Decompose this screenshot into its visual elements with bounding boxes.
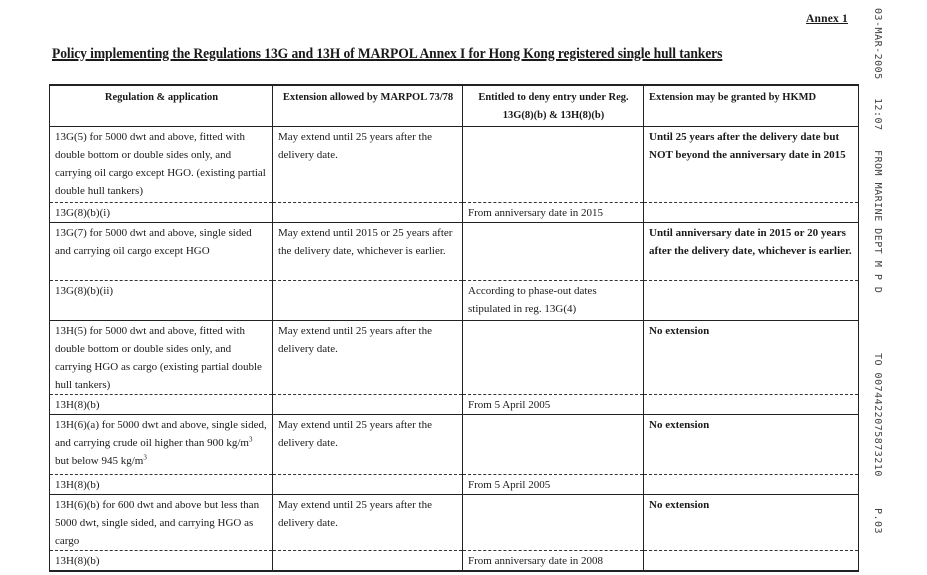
policy-table (49, 84, 859, 572)
cell-marpol-extension: May extend until 25 years after the delivery date. (273, 321, 463, 395)
cell-hkmd-extension: No extension (644, 415, 859, 475)
fax-page: P.03 (872, 508, 883, 535)
cell-regulation: 13G(7) for 5000 dwt and above, single sided and carrying oil cargo except HGO (50, 223, 273, 281)
cell-regulation: 13H(8)(b) (50, 475, 273, 495)
cell-regulation: 13H(6)(b) for 600 dwt and above but less than 5000 dwt, single sided, and carrying HGO as cargo (50, 495, 273, 551)
cell-hkmd-extension (644, 203, 859, 223)
table-row (50, 127, 859, 203)
cell-marpol-extension (273, 395, 463, 415)
header-hkmd-extension: Extension may be granted by HKMD (644, 85, 859, 127)
cell-hkmd-extension (644, 551, 859, 572)
table-row (50, 281, 859, 321)
table-row (50, 321, 859, 395)
header-marpol-extension: Extension allowed by MARPOL 73/78 (273, 85, 463, 127)
superscript: 3 (143, 453, 147, 462)
fax-from: FROM MARINE DEPT M P D (872, 150, 883, 294)
fax-time: 12:07 (872, 98, 883, 131)
cell-hkmd-extension: No extension (644, 321, 859, 395)
cell-marpol-extension: May extend until 25 years after the delivery date. (273, 495, 463, 551)
cell-regulation: 13H(8)(b) (50, 551, 273, 572)
cell-regulation: 13H(8)(b) (50, 395, 273, 415)
cell-hkmd-extension: Until anniversary date in 2015 or 20 years after the delivery date, whichever is earlier. (644, 223, 859, 281)
table-row (50, 203, 859, 223)
cell-regulation (50, 415, 273, 475)
annex-label: Annex 1 (806, 13, 848, 25)
cell-hkmd-extension: No extension (644, 495, 859, 551)
table-row (50, 395, 859, 415)
cell-hkmd-extension (644, 475, 859, 495)
cell-regulation: 13G(5) for 5000 dwt and above, fitted with double bottom or double sides only, and carrying oil cargo except HGO. (existing partial double hull tankers) (50, 127, 273, 203)
header-deny-entry: Entitled to deny entry under Reg. 13G(8)(b) & 13H(8)(b) (463, 85, 644, 127)
cell-deny-entry (463, 223, 644, 281)
table-row (50, 223, 859, 281)
cell-deny-entry: From anniversary date in 2015 (463, 203, 644, 223)
superscript: 3 (248, 435, 253, 444)
header-regulation: Regulation & application (50, 85, 273, 127)
cell-regulation: 13H(5) for 5000 dwt and above, fitted with double bottom or double sides only, and carrying HGO as cargo (existing partial double hull tankers) (50, 321, 273, 395)
cell-regulation: 13G(8)(b)(ii) (50, 281, 273, 321)
cell-deny-entry: From 5 April 2005 (463, 475, 644, 495)
regulation-text-part2: but below 945 kg/m (55, 455, 144, 467)
cell-marpol-extension (273, 203, 463, 223)
fax-date: 03-MAR-2005 (872, 8, 883, 80)
cell-deny-entry: From anniversary date in 2008 (463, 551, 644, 572)
cell-hkmd-extension: Until 25 years after the delivery date but NOT beyond the anniversary date in 2015 (644, 127, 859, 203)
cell-marpol-extension: May extend until 25 years after the delivery date. (273, 415, 463, 475)
table-header-row (50, 85, 859, 127)
cell-marpol-extension (273, 551, 463, 572)
cell-regulation: 13G(8)(b)(i) (50, 203, 273, 223)
cell-deny-entry (463, 415, 644, 475)
table-row (50, 551, 859, 572)
cell-hkmd-extension (644, 281, 859, 321)
document-title: Policy implementing the Regulations 13G and 13H of MARPOL Annex I for Hong Kong registered single hull tankers (52, 46, 723, 62)
fax-to: TO 0074422075873210 (872, 353, 883, 477)
cell-deny-entry (463, 127, 644, 203)
regulation-text-part1: 13H(6)(a) for 5000 dwt and above, single sided, and carrying crude oil higher than 900 kg/m (55, 419, 267, 449)
table-row (50, 415, 859, 475)
cell-deny-entry: According to phase-out dates stipulated in reg. 13G(4) (463, 281, 644, 321)
cell-deny-entry (463, 321, 644, 395)
cell-hkmd-extension (644, 395, 859, 415)
fax-header (872, 8, 888, 568)
cell-deny-entry (463, 495, 644, 551)
cell-marpol-extension: May extend until 25 years after the delivery date. (273, 127, 463, 203)
cell-deny-entry: From 5 April 2005 (463, 395, 644, 415)
table-row (50, 495, 859, 551)
cell-marpol-extension (273, 475, 463, 495)
cell-marpol-extension (273, 281, 463, 321)
table-row (50, 475, 859, 495)
cell-marpol-extension: May extend until 2015 or 25 years after the delivery date, whichever is earlier. (273, 223, 463, 281)
